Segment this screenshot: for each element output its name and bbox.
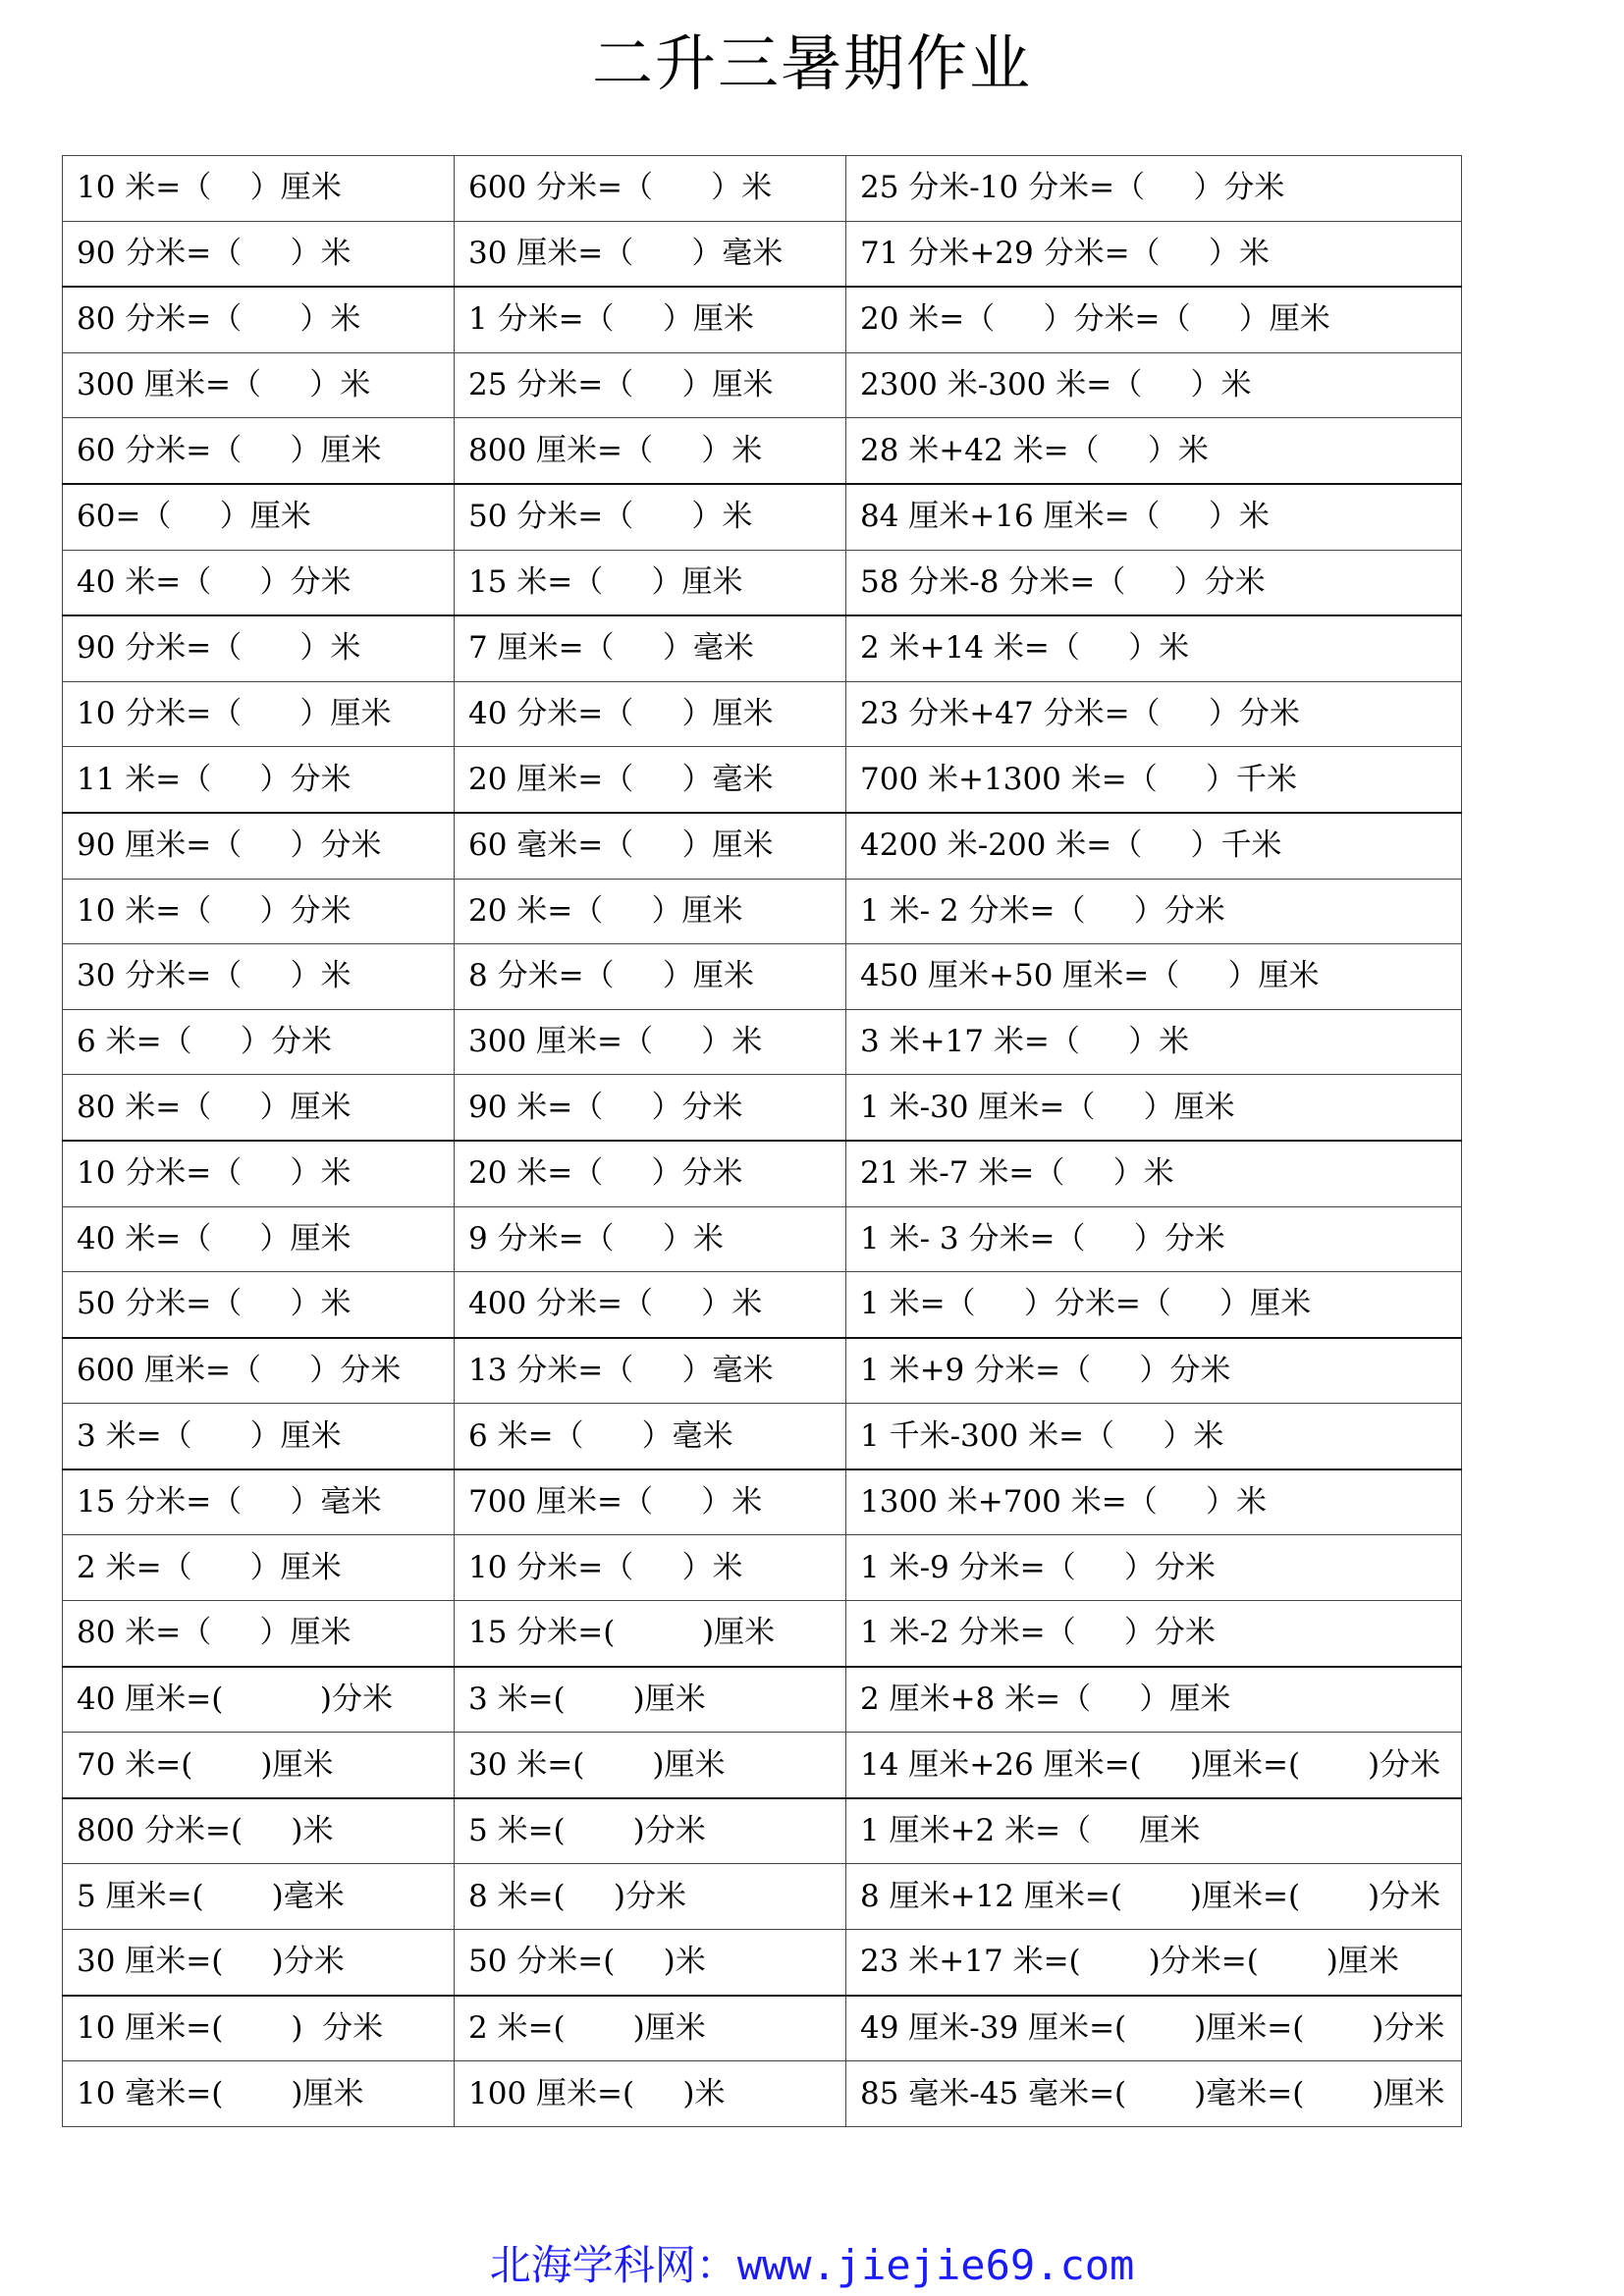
- exercise-cell: 20 厘米=（ ）毫米: [455, 747, 846, 813]
- exercise-cell: 14 厘米+26 厘米=( )厘米=( )分米: [846, 1733, 1462, 1798]
- exercise-cell: 2 米=（ ）厘米: [63, 1535, 455, 1601]
- exercise-cell: 23 米+17 米=( )分米=( )厘米: [846, 1930, 1462, 1996]
- exercise-cell: 6 米=（ ）分米: [63, 1009, 455, 1075]
- table-row: [63, 813, 1462, 879]
- exercise-cell: 40 厘米=( )分米: [63, 1667, 455, 1733]
- exercise-cell: 10 厘米=( ) 分米: [63, 1996, 455, 2061]
- table-row: [63, 1930, 1462, 1996]
- table-row: [63, 1798, 1462, 1864]
- table-row: [63, 879, 1462, 944]
- exercise-cell: 60=（ ）厘米: [63, 484, 455, 550]
- footer-site-name: 北海学科网：: [489, 2241, 737, 2289]
- exercise-cell: 1 米-9 分米=（ ）分米: [846, 1535, 1462, 1601]
- exercise-cell: 10 毫米=( )厘米: [63, 2061, 455, 2127]
- exercise-cell: 60 分米=（ ）厘米: [63, 418, 455, 484]
- exercise-cell: 50 分米=( )米: [455, 1930, 846, 1996]
- exercise-cell: 1 米=（ ）分米=（ ）厘米: [846, 1272, 1462, 1338]
- exercise-cell: 2 厘米+8 米=（ ）厘米: [846, 1667, 1462, 1733]
- table-row: [63, 1864, 1462, 1930]
- exercise-cell: 4200 米-200 米=（ ）千米: [846, 813, 1462, 879]
- exercise-cell: 30 米=( )厘米: [455, 1733, 846, 1798]
- exercise-cell: 100 厘米=( )米: [455, 2061, 846, 2127]
- exercise-cell: 7 厘米=（ ）毫米: [455, 615, 846, 681]
- table-row: [63, 550, 1462, 615]
- exercise-cell: 60 毫米=（ ）厘米: [455, 813, 846, 879]
- exercise-cell: 10 分米=（ ）米: [63, 1141, 455, 1206]
- exercise-cell: 400 分米=（ ）米: [455, 1272, 846, 1338]
- table-row: [63, 1075, 1462, 1141]
- exercise-cell: 1 千米-300 米=（ ）米: [846, 1404, 1462, 1469]
- table-row: [63, 747, 1462, 813]
- exercise-cell: 2 米+14 米=（ ）米: [846, 615, 1462, 681]
- footer-site-url[interactable]: www.jiejie69.com: [736, 2241, 1135, 2289]
- table-row: [63, 2061, 1462, 2127]
- exercise-cell: 13 分米=（ ）毫米: [455, 1338, 846, 1404]
- exercise-cell: 300 厘米=（ ）米: [455, 1009, 846, 1075]
- table-row: [63, 1272, 1462, 1338]
- table-row: [63, 1996, 1462, 2061]
- exercise-table-body: [63, 156, 1462, 2127]
- table-row: [63, 681, 1462, 747]
- exercise-cell: 2 米=( )厘米: [455, 1996, 846, 2061]
- exercise-cell: 71 分米+29 分米=（ ）米: [846, 221, 1462, 287]
- page-title: 二升三暑期作业: [591, 27, 1032, 99]
- exercise-cell: 49 厘米-39 厘米=( )厘米=( )分米: [846, 1996, 1462, 2061]
- exercise-cell: 30 厘米=( )分米: [63, 1930, 455, 1996]
- exercise-cell: 1 米-30 厘米=（ ）厘米: [846, 1075, 1462, 1141]
- exercise-cell: 70 米=( )厘米: [63, 1733, 455, 1798]
- exercise-cell: 20 米=（ ）分米: [455, 1141, 846, 1206]
- exercise-cell: 50 分米=（ ）米: [63, 1272, 455, 1338]
- exercise-cell: 15 分米=( )厘米: [455, 1601, 846, 1667]
- exercise-cell: 450 厘米+50 厘米=（ ）厘米: [846, 944, 1462, 1010]
- exercise-cell: 90 米=（ ）分米: [455, 1075, 846, 1141]
- table-row: [63, 484, 1462, 550]
- table-row: [63, 1206, 1462, 1272]
- exercise-cell: 6 米=（ ）毫米: [455, 1404, 846, 1469]
- exercise-cell: 84 厘米+16 厘米=（ ）米: [846, 484, 1462, 550]
- exercise-cell: 58 分米-8 分米=（ ）分米: [846, 550, 1462, 615]
- exercise-cell: 90 厘米=（ ）分米: [63, 813, 455, 879]
- exercise-cell: 15 分米=（ ）毫米: [63, 1469, 455, 1535]
- table-row: [63, 1535, 1462, 1601]
- table-row: [63, 1338, 1462, 1404]
- table-row: [63, 1469, 1462, 1535]
- table-row: [63, 615, 1462, 681]
- exercise-cell: 800 分米=( )米: [63, 1798, 455, 1864]
- exercise-cell: 8 分米=（ ）厘米: [455, 944, 846, 1010]
- exercise-cell: 10 米=（ ）厘米: [63, 156, 455, 222]
- table-row: [63, 352, 1462, 418]
- table-row: [63, 418, 1462, 484]
- exercise-cell: 300 厘米=（ ）米: [63, 352, 455, 418]
- table-row: [63, 1141, 1462, 1206]
- exercise-cell: 50 分米=（ ）米: [455, 484, 846, 550]
- exercise-cell: 40 米=（ ）分米: [63, 550, 455, 615]
- table-row: [63, 1733, 1462, 1798]
- exercise-cell: 23 分米+47 分米=（ ）分米: [846, 681, 1462, 747]
- exercise-cell: 25 分米-10 分米=（ ）分米: [846, 156, 1462, 222]
- exercise-cell: 85 毫米-45 毫米=( )毫米=( )厘米: [846, 2061, 1462, 2127]
- table-row: [63, 1667, 1462, 1733]
- exercise-cell: 20 米=（ ）分米=（ ）厘米: [846, 287, 1462, 352]
- exercise-cell: 20 米=（ ）厘米: [455, 879, 846, 944]
- exercise-table: [62, 155, 1462, 2127]
- table-row: [63, 221, 1462, 287]
- exercise-cell: 5 厘米=( )毫米: [63, 1864, 455, 1930]
- exercise-cell: 10 米=（ ）分米: [63, 879, 455, 944]
- exercise-cell: 700 厘米=（ ）米: [455, 1469, 846, 1535]
- exercise-cell: 80 米=（ ）厘米: [63, 1601, 455, 1667]
- exercise-cell: 10 分米=（ ）米: [455, 1535, 846, 1601]
- site-footer: [0, 2238, 1624, 2293]
- exercise-cell: 5 米=( )分米: [455, 1798, 846, 1864]
- exercise-cell: 1300 米+700 米=（ ）米: [846, 1469, 1462, 1535]
- exercise-cell: 10 分米=（ ）厘米: [63, 681, 455, 747]
- exercise-cell: 40 米=（ ）厘米: [63, 1206, 455, 1272]
- exercise-cell: 80 分米=（ ）米: [63, 287, 455, 352]
- table-row: [63, 944, 1462, 1010]
- exercise-cell: 1 米- 2 分米=（ ）分米: [846, 879, 1462, 944]
- exercise-cell: 600 分米=（ ）米: [455, 156, 846, 222]
- table-row: [63, 156, 1462, 222]
- exercise-cell: 1 米+9 分米=（ ）分米: [846, 1338, 1462, 1404]
- exercise-cell: 3 米+17 米=（ ）米: [846, 1009, 1462, 1075]
- table-row: [63, 287, 1462, 352]
- exercise-cell: 1 分米=（ ）厘米: [455, 287, 846, 352]
- exercise-cell: 700 米+1300 米=（ ）千米: [846, 747, 1462, 813]
- exercise-cell: 1 米-2 分米=（ ）分米: [846, 1601, 1462, 1667]
- exercise-cell: 9 分米=（ ）米: [455, 1206, 846, 1272]
- exercise-cell: 2300 米-300 米=（ ）米: [846, 352, 1462, 418]
- exercise-cell: 15 米=（ ）厘米: [455, 550, 846, 615]
- exercise-cell: 3 米=( )厘米: [455, 1667, 846, 1733]
- exercise-cell: 8 米=( )分米: [455, 1864, 846, 1930]
- exercise-cell: 8 厘米+12 厘米=( )厘米=( )分米: [846, 1864, 1462, 1930]
- exercise-cell: 40 分米=（ ）厘米: [455, 681, 846, 747]
- exercise-cell: 800 厘米=（ ）米: [455, 418, 846, 484]
- exercise-cell: 1 厘米+2 米=（ 厘米: [846, 1798, 1462, 1864]
- exercise-cell: 600 厘米=（ ）分米: [63, 1338, 455, 1404]
- exercise-cell: 3 米=（ ）厘米: [63, 1404, 455, 1469]
- exercise-cell: 30 厘米=（ ）毫米: [455, 221, 846, 287]
- exercise-cell: 30 分米=（ ）米: [63, 944, 455, 1010]
- exercise-cell: 90 分米=（ ）米: [63, 615, 455, 681]
- exercise-cell: 80 米=（ ）厘米: [63, 1075, 455, 1141]
- table-row: [63, 1009, 1462, 1075]
- exercise-cell: 25 分米=（ ）厘米: [455, 352, 846, 418]
- table-row: [63, 1404, 1462, 1469]
- exercise-cell: 28 米+42 米=（ ）米: [846, 418, 1462, 484]
- exercise-cell: 90 分米=（ ）米: [63, 221, 455, 287]
- exercise-cell: 11 米=（ ）分米: [63, 747, 455, 813]
- exercise-cell: 1 米- 3 分米=（ ）分米: [846, 1206, 1462, 1272]
- exercise-cell: 21 米-7 米=（ ）米: [846, 1141, 1462, 1206]
- table-row: [63, 1601, 1462, 1667]
